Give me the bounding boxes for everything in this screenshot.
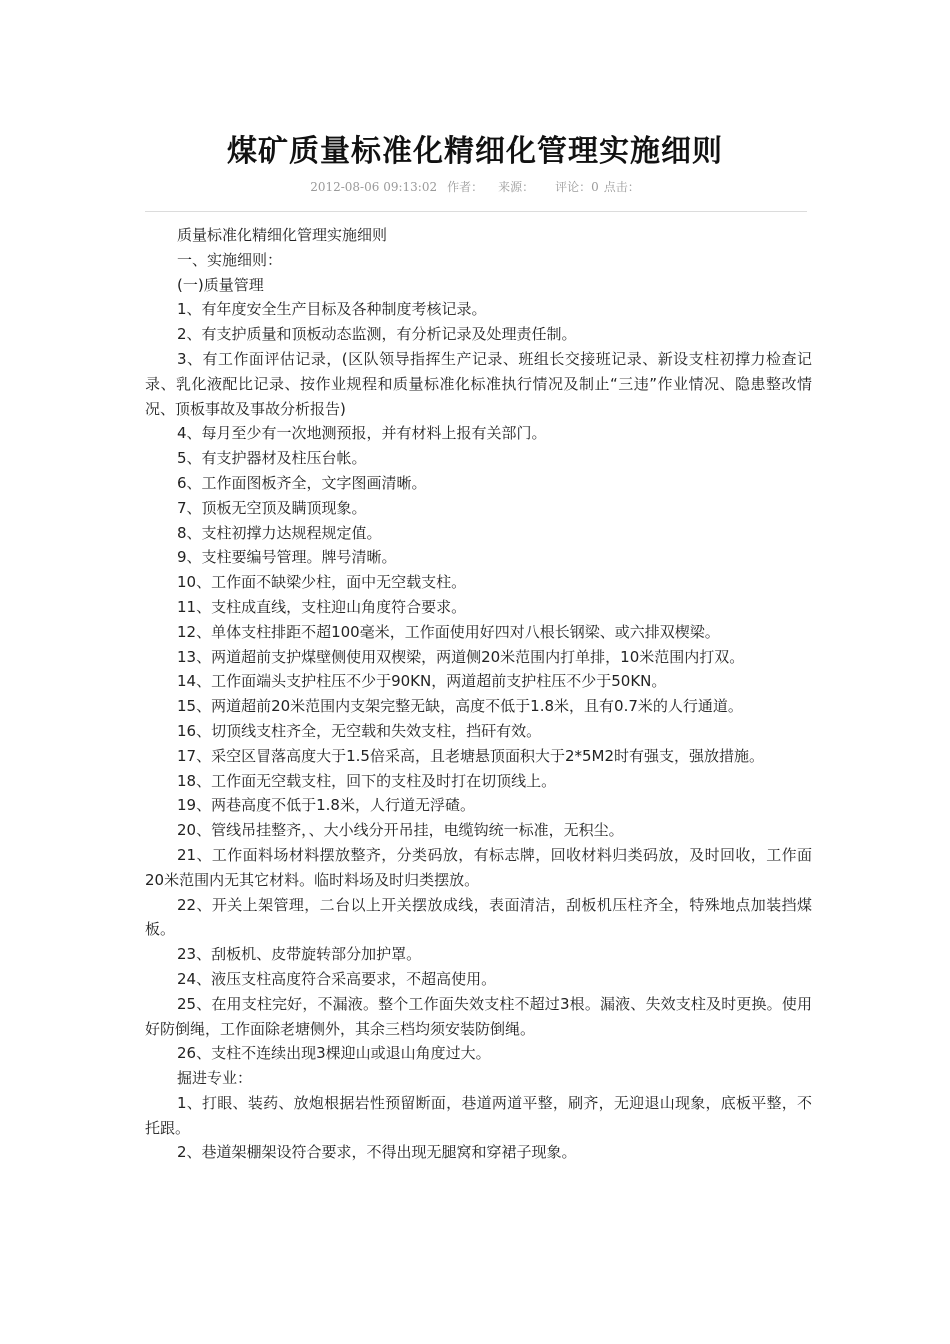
body-paragraph: 21、工作面料场材料摆放整齐，分类码放，有标志牌，回收材料归类码放，及时回收，工作面20米范围内无其它材料。临时料场及时归类摆放。 [145, 845, 812, 889]
body-paragraph: 1、有年度安全生产目标及各种制度考核记录。 [177, 300, 487, 319]
body-paragraph: 8、支柱初撑力达规程规定值。 [177, 523, 382, 542]
body-paragraph: 23、刮板机、皮带旋转部分加护罩。 [177, 945, 422, 964]
body-paragraph: 1、打眼、装药、放炮根据岩性预留断面，巷道两道平整，刷齐，无迎退山现象，底板平整，不托跟。 [145, 1093, 812, 1137]
body-paragraph: 质量标准化精细化管理实施细则 [177, 226, 388, 244]
body-paragraph: 12、单体支柱排距不超100毫米，工作面使用好四对八根长钢梁、或六排双楔梁。 [177, 622, 720, 641]
meta-source-label: 来源： [498, 180, 535, 194]
meta-comments-count: 0 [591, 180, 599, 194]
body-paragraph: 17、采空区冒落高度大于1.5倍采高，且老塘悬顶面积大于2*5M2时有强支，强放措施。 [177, 746, 765, 765]
meta-date: 2012-08-06 09:13:02 [310, 180, 438, 194]
body-paragraph: 25、在用支柱完好，不漏液。整个工作面失效支柱不超过3根。漏液、失效支柱及时更换。使用好防倒绳，工作面除老塘侧外，其余三档均须安装防倒绳。 [145, 994, 812, 1038]
meta-comments-label: 评论： [555, 180, 592, 194]
article-meta [0, 178, 950, 196]
body-paragraph: 6、工作面图板齐全，文字图画清晰。 [177, 473, 427, 492]
body-paragraph: 20、管线吊挂整齐，、大小线分开吊挂，电缆钩统一标准，无积尘。 [177, 821, 624, 840]
body-paragraph: 19、两巷高度不低于1.8米，人行道无浮碴。 [177, 796, 475, 815]
body-paragraph: 4、每月至少有一次地测预报，并有材料上报有关部门。 [177, 424, 547, 443]
body-paragraph: 26、支柱不连续出现3棵迎山或退山角度过大。 [177, 1044, 491, 1063]
body-paragraph: 11、支柱成直线，支柱迎山角度符合要求。 [177, 597, 467, 616]
body-paragraph: 3、有工作面评估记录，(区队领导指挥生产记录、班组长交接班记录、新设支柱初撑力检查记录、乳化液配比记录、按作业规程和质量标准化标准执行情况及制止“三违”作业情况、隐患整改情况、顶板事故及事故分析报告) [145, 349, 812, 418]
body-paragraph: 18、工作面无空载支柱，回下的支柱及时打在切顶线上。 [177, 771, 557, 790]
body-paragraph: 10、工作面不缺梁少柱，面中无空载支柱。 [177, 573, 467, 592]
body-paragraph: 5、有支护器材及柱压台帐。 [177, 449, 367, 468]
body-paragraph: 13、两道超前支护煤壁侧使用双楔梁，两道侧20米范围内打单排，10米范围内打双。 [177, 647, 745, 666]
body-paragraph: 2、有支护质量和顶板动态监测，有分析记录及处理责任制。 [177, 325, 577, 344]
body-paragraph: 掘进专业： [177, 1069, 253, 1088]
body-paragraph: 9、支柱要编号管理。牌号清晰。 [177, 548, 397, 567]
body-paragraph: (一)质量管理 [177, 275, 264, 294]
body-paragraph: 15、两道超前20米范围内支架完整无缺，高度不低于1.8米，且有0.7米的人行通道。 [177, 697, 743, 716]
body-paragraph: 7、顶板无空顶及瞒顶现象。 [177, 498, 367, 517]
body-paragraph: 14、工作面端头支护柱压不少于90KN，两道超前支护柱压不少于50KN。 [177, 672, 667, 691]
body-paragraph: 2、巷道架棚架设符合要求，不得出现无腿窝和穿裙子现象。 [177, 1143, 577, 1162]
body-paragraph: 22、开关上架管理，二台以上开关摆放成线，表面清洁，刮板机压柱齐全，特殊地点加装挡煤板。 [145, 895, 812, 939]
meta-divider [145, 211, 807, 212]
article-title: 煤矿质量标准化精细化管理实施细则 [227, 134, 723, 169]
body-paragraph: 一、实施细则： [177, 250, 283, 269]
meta-author-label: 作者： [447, 180, 484, 194]
article-body [145, 223, 812, 1165]
body-paragraph: 16、切顶线支柱齐全，无空载和失效支柱，挡矸有效。 [177, 721, 542, 740]
body-paragraph: 24、液压支柱高度符合采高要求，不超高使用。 [177, 969, 497, 988]
meta-clicks-label: 点击： [603, 180, 640, 194]
